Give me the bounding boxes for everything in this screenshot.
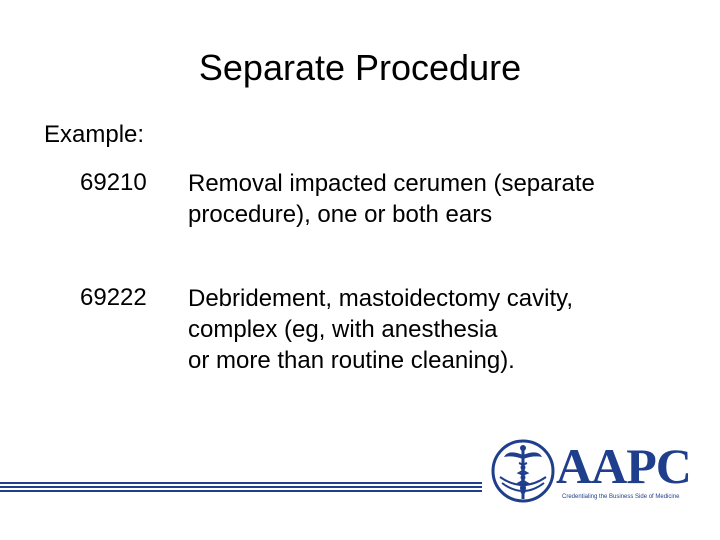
divider-line [0,486,482,488]
procedure-description [188,168,688,230]
aapc-logo [490,433,691,509]
divider-line [0,490,482,492]
divider-line [0,482,482,484]
logo-wordmark: AAPC [556,438,691,494]
description-line: Removal impacted cerumen (separate [188,170,595,197]
description-line: procedure), one or both ears [188,201,493,228]
procedure-description [188,283,688,376]
description-line: Debridement, mastoidectomy cavity, [188,285,574,312]
logo-tagline: Credentialing the Business Side of Medicine [562,494,680,500]
procedure-code: 69222 [80,284,147,311]
slide-title: Separate Procedure [198,47,522,88]
description-line: complex (eg, with anesthesia [188,316,498,343]
example-label: Example: [44,121,145,148]
procedure-code: 69210 [80,169,147,196]
description-line: or more than routine cleaning). [188,347,515,374]
caduceus-icon [490,433,556,509]
